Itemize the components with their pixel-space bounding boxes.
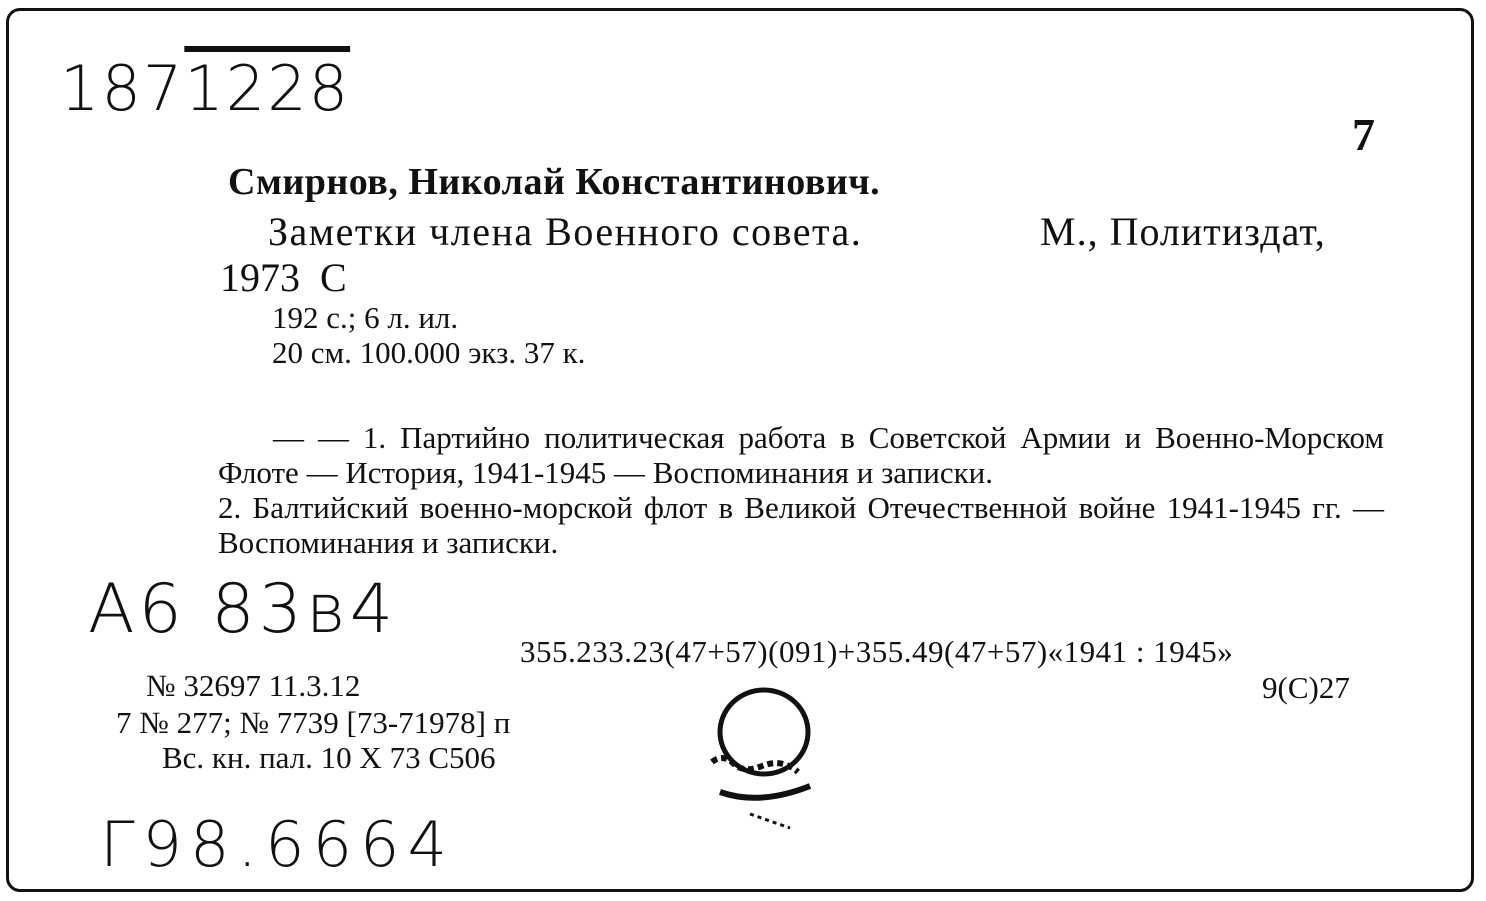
book-title: Заметки члена Военного совета.: [268, 209, 863, 254]
shelf-mark-middle: А6 83в4: [88, 570, 398, 649]
subject-heading-2: 2. Балтийский военно-морской флот в Великой Отечественной войне 1941-1945 гг. — Воспоминания и записки.: [218, 490, 1384, 560]
publication-year: [220, 254, 347, 301]
shelf-mark-bottom: Г98.6664: [100, 808, 455, 881]
author-heading: Смирнов, Николай Константинович.: [228, 161, 881, 203]
publisher: М., Политиздат,: [1040, 209, 1326, 254]
shelf-mark-numerator: 187: [60, 52, 185, 125]
subject-headings: [218, 420, 1384, 560]
subject-heading-1: — — 1. Партийно политическая работа в Советской Армии и Военно-Морском Флоте — История, 1941-1945 — Воспоминания и записки.: [218, 420, 1384, 490]
order-line: 7 № 277; № 7739 [73-71978] п: [116, 705, 511, 740]
dimensions-print-run: 20 см. 100.000 экз. 37 к.: [272, 335, 586, 370]
card-number: 7: [1352, 109, 1375, 160]
book-chamber-line: Вс. кн. пал. 10 Х 73 С506: [162, 740, 496, 775]
pagination: 192 с.; 6 л. ил.: [272, 300, 459, 335]
year-suffix: С: [320, 255, 347, 300]
bbk-index: 9(С)27: [1262, 670, 1350, 705]
ink-stamp-icon: [690, 684, 840, 844]
accession-line: № 32697 11.3.12: [146, 668, 361, 703]
udc-index: 355.233.23(47+57)(091)+355.49(47+57)«1941 : 1945»: [520, 634, 1234, 669]
shelf-mark-denominator: 1228: [184, 52, 351, 125]
shelf-mark-top: [60, 52, 350, 125]
year-value: 1973: [220, 255, 300, 300]
